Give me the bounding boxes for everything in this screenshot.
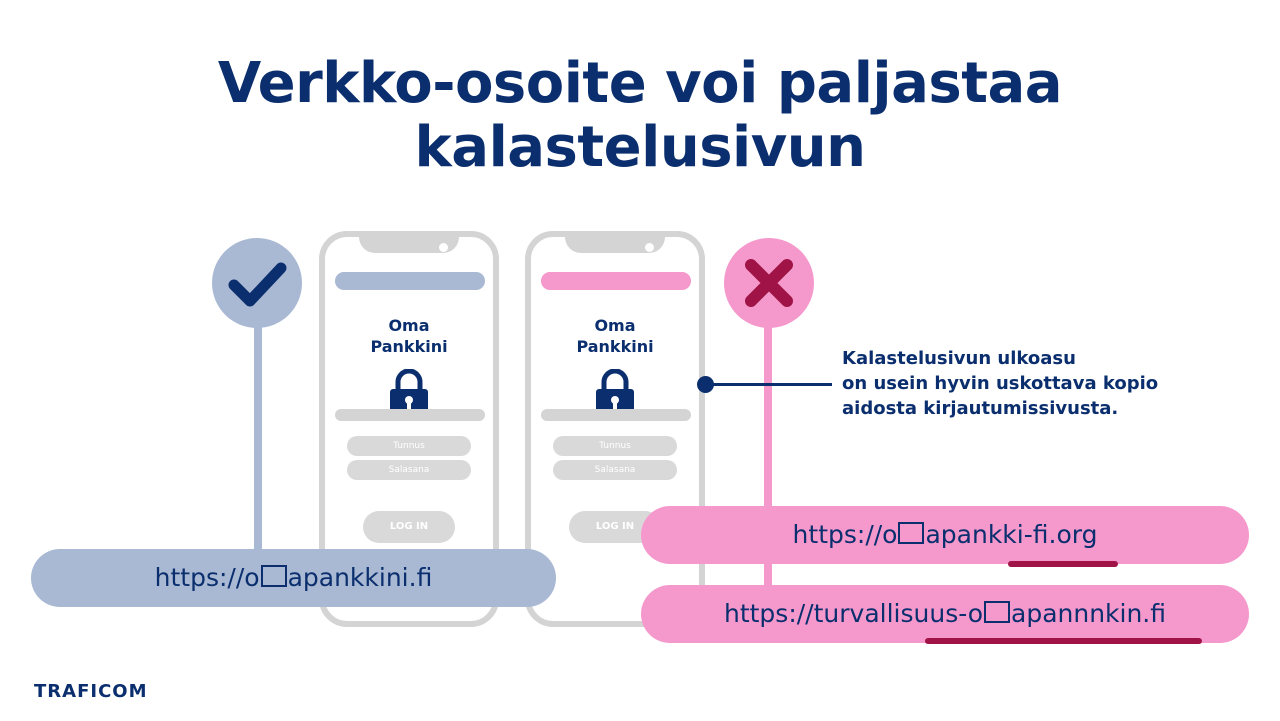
bank-name-line-2: Pankkini	[576, 337, 654, 356]
genuine-status-circle	[212, 238, 302, 328]
password-field[interactable]: Salasana	[553, 460, 677, 480]
checkmark-icon	[212, 238, 302, 328]
genuine-url-pill	[31, 549, 556, 607]
form-divider	[335, 409, 485, 421]
phone-header-bar	[335, 272, 485, 290]
bank-name	[531, 315, 699, 357]
genuine-connector-line	[254, 300, 262, 560]
url-text-end: apannnkin.fi	[1011, 599, 1167, 628]
login-button[interactable]: LOG IN	[569, 511, 661, 543]
phishing-status-circle	[724, 238, 814, 328]
login-button[interactable]: LOG IN	[363, 511, 455, 543]
traficom-logo: TRAFICOM	[34, 681, 148, 702]
callout-line	[706, 383, 832, 386]
callout-text	[842, 346, 1222, 421]
masked-character-box	[984, 601, 1010, 623]
callout-line-2: on usein hyvin uskottava kopio	[842, 373, 1159, 394]
bank-name-line-1: Oma	[594, 316, 636, 335]
suspicious-part-underline	[1008, 561, 1118, 567]
url-text-start: https://turvallisuus-o	[723, 599, 983, 628]
username-field[interactable]: Tunnus	[347, 436, 471, 456]
password-field[interactable]: Salasana	[347, 460, 471, 480]
cross-icon	[724, 238, 814, 328]
masked-character-box	[898, 522, 924, 544]
phone-header-bar	[541, 272, 691, 290]
url-text-end: apankkini.fi	[287, 563, 433, 592]
callout-line-3: aidosta kirjautumissivusta.	[842, 398, 1119, 419]
url-text-start: https://o	[792, 520, 898, 549]
fake-url-pill-2	[641, 585, 1249, 643]
url-text-end: apankki-fi.org	[925, 520, 1098, 549]
bank-name-line-1: Oma	[388, 316, 430, 335]
suspicious-part-underline	[925, 638, 1202, 644]
bank-name-line-2: Pankkini	[370, 337, 448, 356]
url-text-start: https://o	[154, 563, 260, 592]
callout-line-1: Kalastelusivun ulkoasu	[842, 348, 1076, 369]
camera-dot	[645, 243, 654, 252]
username-field[interactable]: Tunnus	[553, 436, 677, 456]
title-line-2: kalastelusivun	[414, 115, 866, 180]
bank-name	[325, 315, 493, 357]
form-divider	[541, 409, 691, 421]
fake-url-pill-1	[641, 506, 1249, 564]
camera-dot	[439, 243, 448, 252]
page-title	[0, 52, 1280, 180]
title-line-1: Verkko-osoite voi paljastaa	[217, 51, 1063, 116]
masked-character-box	[261, 565, 287, 587]
